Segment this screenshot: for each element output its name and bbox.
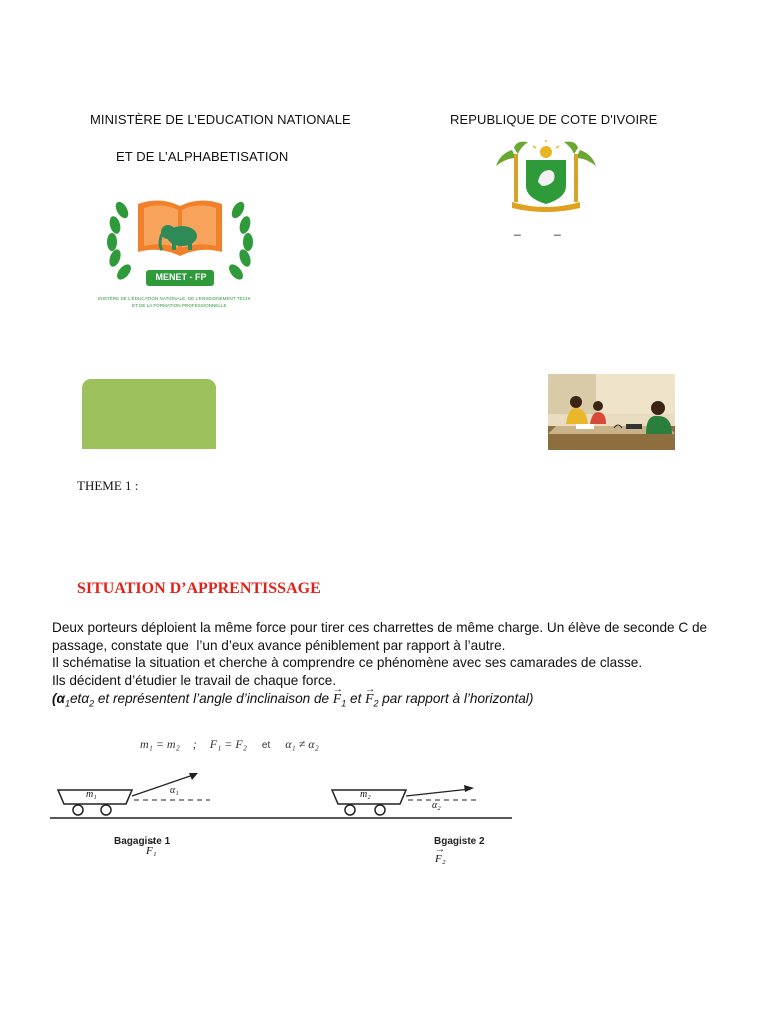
menet-label: MENET - FP — [155, 272, 207, 282]
equation-line — [140, 737, 319, 752]
ministry-line1: MINISTÈRE DE L’EDUCATION NATIONALE — [90, 112, 351, 127]
eq-et: et — [261, 740, 271, 751]
theme-color-block — [82, 379, 216, 449]
alpha1-sub: 1 — [64, 698, 70, 709]
force2-vector: → F — [365, 690, 373, 708]
menet-caption-2: ET DE LA FORMATION PROFESSIONNELLE — [132, 303, 227, 308]
motto-dashes: _ _ — [514, 222, 561, 236]
situation-line-4: Ils décident d’étudier le travail de chaque force. — [52, 672, 337, 688]
angle-description: et représentent l’angle d’inclinaison de — [94, 691, 333, 706]
ministry-line2: ET DE L’ALPHABETISATION — [116, 149, 289, 164]
force1-label: → F₁ — [146, 845, 157, 857]
situation-line-3: Il schématise la situation et cherche à comprendre ce phénomène avec ses camarades de classe. — [52, 655, 643, 670]
force1-vector: → F — [333, 690, 341, 708]
alpha2-sub: 2 — [89, 698, 95, 709]
force2-label: → F₂ — [435, 853, 446, 865]
alpha2-text: etα — [69, 691, 90, 706]
cart2-mass-label: m₂ — [360, 789, 371, 800]
republic-title: REPUBLIQUE DE COTE D'IVOIRE — [450, 112, 658, 127]
situation-title: SITUATION D’APPRENTISSAGE — [77, 580, 321, 597]
ivory-coast-coat-of-arms-icon — [494, 140, 598, 212]
eq-force: F₁ = F₂ — [209, 737, 247, 751]
situation-paragraph — [52, 619, 732, 713]
force1-arrow — [132, 774, 196, 796]
caption-bagagiste-1: Bagagiste 1 — [114, 836, 171, 847]
menet-fp-logo — [100, 190, 260, 315]
situation-line-5 — [52, 690, 732, 713]
classroom-illustration — [548, 374, 675, 450]
coat-of-arms — [494, 140, 598, 212]
force1-sub: 1 — [341, 698, 347, 709]
eq-sep: ; — [192, 737, 197, 751]
horizontal-text: par rapport à l’horizontal) — [378, 691, 534, 706]
theme-label: THEME 1 : — [77, 478, 139, 493]
and-text: et — [346, 691, 366, 706]
force2-sub: 2 — [373, 698, 379, 709]
caption-bagagiste-2: Bgagiste 2 — [434, 836, 485, 847]
cart1-mass-label: m₁ — [86, 789, 97, 800]
menet-caption-1: INISTÈRE DE L'ÉDUCATION NATIONALE, DE L'ENSEIGNEMENT TECHI — [98, 296, 251, 301]
eq-mass: m₁ = m₂ — [140, 737, 180, 751]
situation-line-1: Deux porteurs déploient la même force pour tirer ces charrettes de même charge. Un élève de seconde C de — [52, 620, 708, 635]
eq-alpha: α₁ ≠ α₂ — [285, 737, 319, 751]
angle2-label: α₂ — [432, 800, 441, 811]
students-at-table-icon — [548, 374, 675, 450]
force2-arrow — [406, 789, 470, 796]
angle1-label: α₁ — [170, 785, 179, 796]
alpha1-open: (α — [52, 691, 65, 706]
situation-line-2: passage, constate que l’un d’eux avance péniblement par rapport à l’autre. — [52, 637, 506, 653]
